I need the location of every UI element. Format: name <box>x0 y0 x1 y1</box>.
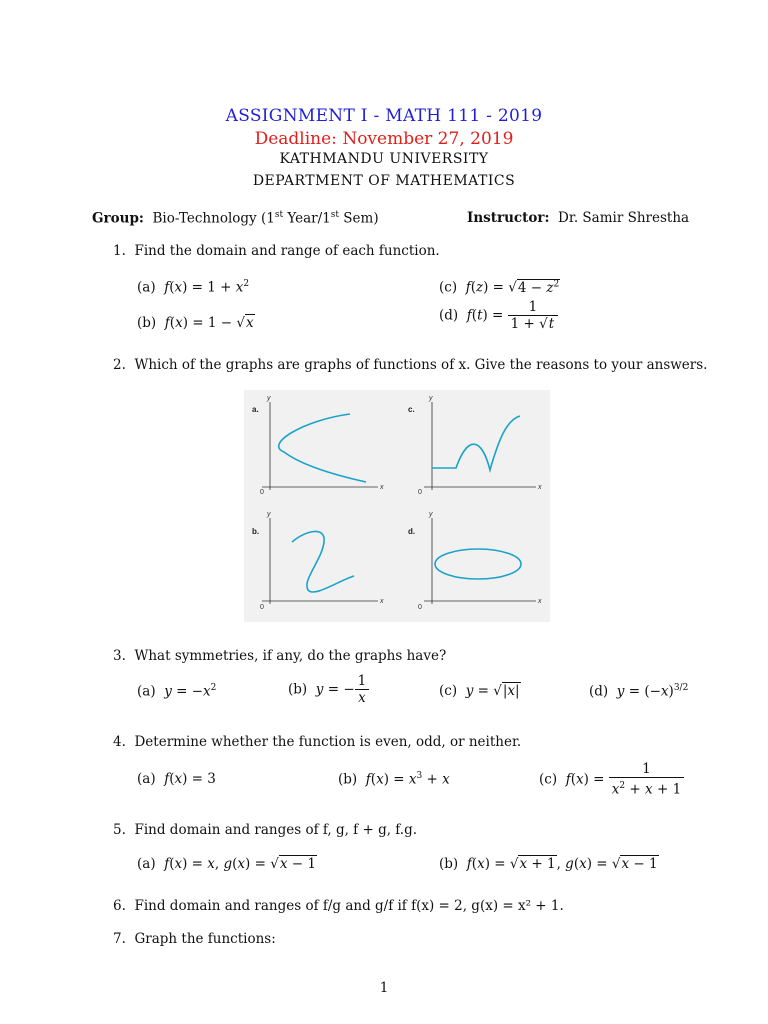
question-number: 3. <box>113 648 126 664</box>
q5-part-b: (b) f(x) = √x + 1, g(x) = √x − 1 <box>439 856 658 872</box>
instructor-line <box>467 210 689 226</box>
deadline: Deadline: November 27, 2019 <box>254 129 514 149</box>
part-label: (d) <box>439 307 459 324</box>
part-label: (b) <box>288 681 308 698</box>
group-line <box>92 210 379 227</box>
part-label: (a) <box>137 856 156 872</box>
graph-a-curve <box>279 414 366 482</box>
part-label: (b) <box>439 856 459 872</box>
graph-c-label: c. <box>408 405 415 414</box>
part-label: (d) <box>589 683 609 700</box>
question-3 <box>113 648 446 664</box>
q3-part-a: (a) $y = -x^2$ <box>137 683 217 700</box>
graph-d-label: d. <box>408 527 416 536</box>
group-label: Group: <box>92 210 144 227</box>
q1-part-a: (a) $f(x) = 1 + x^2$ <box>137 279 250 296</box>
part-label: (b) <box>137 315 157 331</box>
department-name: DEPARTMENT OF MATHEMATICS <box>252 173 516 189</box>
page-number: 1 <box>379 980 389 996</box>
question-7 <box>113 931 276 947</box>
graphs-figure <box>244 390 550 622</box>
question-4 <box>113 734 521 750</box>
q1-part-c: (c) $f(z) = √4 - z^2$ <box>439 279 560 296</box>
question-5 <box>113 822 417 838</box>
instructor-label: Instructor: <box>467 210 550 226</box>
graph-c-origin: 0 <box>418 489 422 496</box>
q5-part-a: (a) f(x) = x, g(x) = √x − 1 <box>137 856 316 872</box>
q4-part-a: (a) f(x) = 3 <box>137 771 216 787</box>
q3-part-b: (b) y = − $\frac{1}{x}$ <box>288 674 369 706</box>
question-text: Find domain and ranges of f, g, f + g, f.g. <box>134 822 418 838</box>
graph-c-x-label: x <box>538 484 542 491</box>
group-sup-1: st <box>274 210 284 220</box>
graph-d <box>408 511 542 611</box>
assignment-title: ASSIGNMENT I - MATH 111 - 2019 <box>225 106 543 126</box>
question-number: 2. <box>113 357 126 373</box>
question-2 <box>113 357 707 373</box>
graph-d-y-label: y <box>429 511 433 518</box>
part-label: (a) <box>137 683 156 700</box>
q3-part-d: (d) $y = (-x)^{3/2}$ <box>589 683 689 700</box>
graph-b-x-label: x <box>380 598 384 605</box>
q1-part-b: (b) f(x) = 1 − √x <box>137 315 254 331</box>
part-label: (a) <box>137 279 156 296</box>
graph-c-curve <box>432 416 520 470</box>
part-label: (c) <box>539 771 558 788</box>
graph-b-label: b. <box>252 527 260 536</box>
question-number: 4. <box>113 734 126 750</box>
question-text: Find domain and ranges of f/g and g/f if f(x) = 2, g(x) = x² + 1. <box>134 898 564 914</box>
group-value-pre: Bio-Technology (1 <box>152 210 275 227</box>
graph-d-x-label: x <box>538 598 542 605</box>
question-1 <box>113 243 440 259</box>
q4-part-b: (b) $f(x) = x^3 + x$ <box>338 771 450 788</box>
question-text: Determine whether the function is even, odd, or neither. <box>134 734 522 750</box>
group-sup-2: st <box>330 210 339 220</box>
instructor-name: Dr. Samir Shrestha <box>558 210 690 226</box>
part-label: (c) <box>439 279 458 296</box>
question-6 <box>113 898 564 914</box>
part-label: (b) <box>338 771 358 788</box>
graph-a-label: a. <box>252 405 259 414</box>
university-name: KATHMANDU UNIVERSITY <box>279 151 489 167</box>
part-label: (c) <box>439 683 458 699</box>
graph-a <box>252 395 384 496</box>
graph-d-origin: 0 <box>418 604 422 611</box>
graph-a-y-label: y <box>267 395 271 402</box>
group-value-post: Sem) <box>339 210 379 227</box>
q1-part-d: (d) f(t) = $\frac{1}{1 + √t}$ <box>439 300 558 332</box>
question-text: Graph the functions: <box>134 931 276 947</box>
question-text: Which of the graphs are graphs of functions of x. Give the reasons to your answers. <box>134 357 708 373</box>
graph-a-origin: 0 <box>260 489 264 496</box>
graph-c <box>408 395 542 496</box>
question-number: 1. <box>113 243 126 259</box>
question-text: What symmetries, if any, do the graphs have? <box>134 648 447 664</box>
q4-part-c: (c) f(x) = $\frac{1}{x^2 + x + 1}$ <box>539 762 684 798</box>
question-number: 7. <box>113 931 126 947</box>
graph-b-y-label: y <box>267 511 271 518</box>
group-value-mid: Year/1 <box>283 210 331 227</box>
graph-b-origin: 0 <box>260 604 264 611</box>
graph-a-x-label: x <box>380 484 384 491</box>
question-text: Find the domain and range of each function. <box>134 243 440 259</box>
graph-b-curve <box>292 531 354 592</box>
graphs-svg <box>244 390 550 622</box>
question-number: 5. <box>113 822 126 838</box>
graph-c-y-label: y <box>429 395 433 402</box>
graph-b <box>252 511 384 611</box>
part-label: (a) <box>137 771 156 787</box>
graph-d-curve <box>435 549 521 579</box>
q3-part-c: (c) y = √|x| <box>439 683 520 699</box>
question-number: 6. <box>113 898 126 914</box>
